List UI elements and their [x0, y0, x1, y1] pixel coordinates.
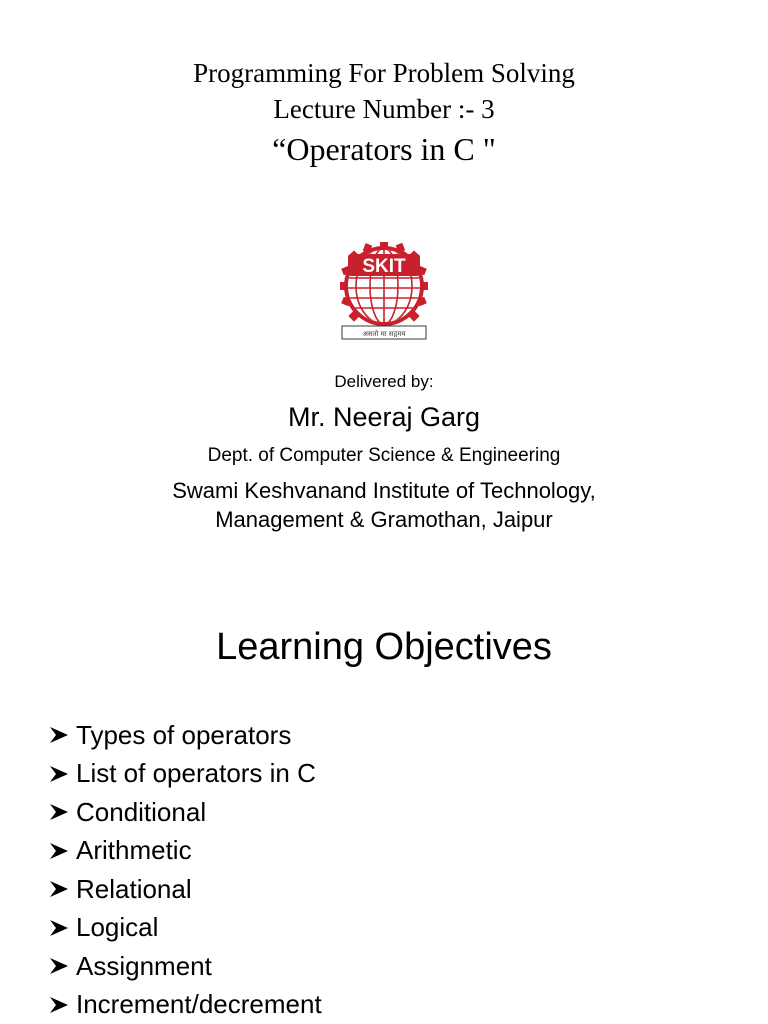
objective-item-label: Conditional [76, 796, 207, 827]
objective-item [48, 909, 322, 948]
objective-item-label: Assignment [76, 950, 212, 981]
objective-item [48, 793, 322, 832]
skit-logo-icon [338, 238, 430, 342]
objective-list [48, 716, 322, 1024]
arrow-bullet-icon [48, 801, 74, 823]
presenter-name: Mr. Neeraj Garg [287, 402, 481, 432]
course-title: Programming For Problem Solving [193, 58, 575, 88]
objective-item-label: Increment/decrement [76, 989, 322, 1020]
arrow-bullet-icon [48, 763, 74, 785]
arrow-bullet-icon [48, 917, 74, 939]
department-name: Dept. of Computer Science & Engineering [207, 445, 561, 466]
institute-name-line1: Swami Keshvanand Institute of Technology, [172, 478, 596, 503]
svg-text:SKIT: SKIT [362, 256, 406, 277]
objective-item-label: Arithmetic [76, 835, 192, 866]
objectives-slide [0, 590, 768, 1024]
objective-item [48, 755, 322, 794]
objective-item [48, 716, 322, 755]
objective-item [48, 870, 322, 909]
objective-item [48, 832, 322, 871]
arrow-bullet-icon [48, 878, 74, 900]
lecture-topic: “Operators in C " [272, 131, 496, 167]
objectives-heading: Learning Objectives [216, 626, 552, 668]
objective-item [48, 947, 322, 986]
objective-item-label: Types of operators [76, 719, 292, 750]
objective-item [48, 986, 322, 1024]
objective-item-label: Logical [76, 912, 159, 943]
delivered-by-label: Delivered by: [334, 372, 434, 391]
arrow-bullet-icon [48, 724, 74, 746]
arrow-bullet-icon [48, 955, 74, 977]
institute-name-line2: Management & Gramothan, Jaipur [215, 507, 553, 532]
objective-item-label: Relational [76, 873, 192, 904]
objective-item-label: List of operators in C [76, 758, 316, 789]
lecture-number: Lecture Number :- 3 [273, 94, 495, 124]
arrow-bullet-icon [48, 840, 74, 862]
svg-text:असतो मा सद्गमय: असतो मा सद्गमय [362, 330, 406, 338]
arrow-bullet-icon [48, 994, 74, 1016]
